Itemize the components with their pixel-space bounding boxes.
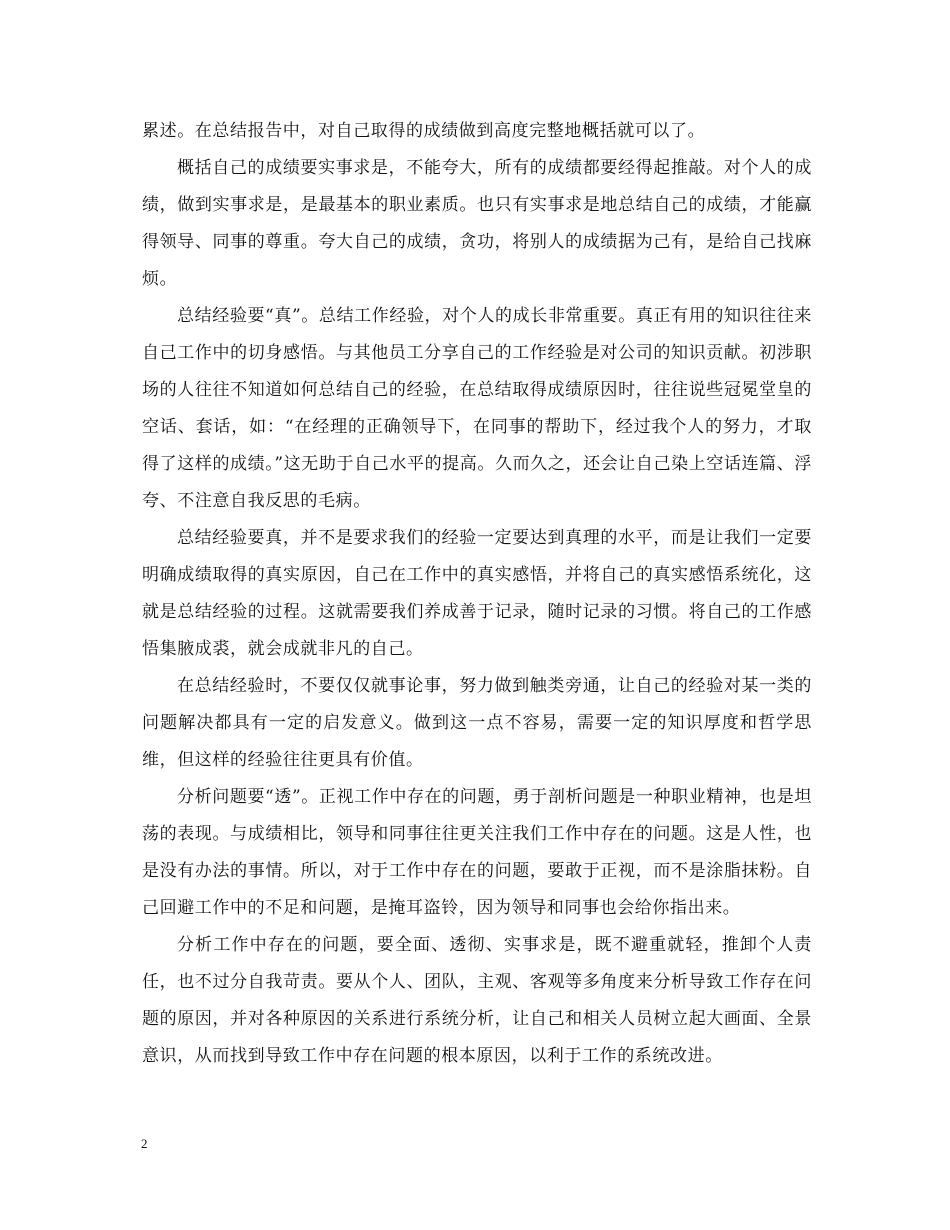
- body-text: [142, 113, 812, 1075]
- paragraph: 分析工作中存在的问题，要全面、透彻、实事求是，既不避重就轻，推卸个人责任，也不过分自我苛责。要从个人、团队，主观、客观等多角度来分析导致工作存在问题的原因，并对各种原因的关系进行系统分析，让自己和相关人员树立起大画面、全景意识，从而找到导致工作中存在问题的根本原因，以利于工作的系统改进。: [142, 935, 812, 1066]
- paragraph: 总结经验要真，并不是要求我们的经验一定要达到真理的水平，而是让我们一定要明确成绩取得的真实原因，自己在工作中的真实感悟，并将自己的真实感悟系统化，这就是总结经验的过程。这就需要我们养成善于记录，随时记录的习惯。将自己的工作感悟集腋成裘，就会成就非凡的自己。: [142, 528, 812, 659]
- paragraph: 总结经验要“真”。总结工作经验，对个人的成长非常重要。真正有用的知识往往来自己工作中的切身感悟。与其他员工分享自己的工作经验是对公司的知识贡献。初涉职场的人往往不知道如何总结自己的经验，在总结取得成绩原因时，往往说些冠冕堂皇的空话、套话，如：“在经理的正确领导下，在同事的帮助下，经过我个人的努力，才取得了这样的成绩。”这无助于自己水平的提高。久而久之，还会让自己染上空话连篇、浮夸、不注意自我反思的毛病。: [142, 306, 812, 511]
- paragraph: 分析问题要“透”。正视工作中存在的问题，勇于剖析问题是一种职业精神，也是坦荡的表现。与成绩相比，领导和同事往往更关注我们工作中存在的问题。这是人性，也是没有办法的事情。所以，对于工作中存在的问题，要敢于正视，而不是涂脂抹粉。自己回避工作中的不足和问题，是掩耳盗铃，因为领导和同事也会给你指出来。: [142, 787, 812, 918]
- page-number: 2: [141, 1136, 148, 1151]
- paragraph: 在总结经验时，不要仅仅就事论事，努力做到触类旁通，让自己的经验对某一类的问题解决都具有一定的启发意义。做到这一点不容易，需要一定的知识厚度和哲学思维，但这样的经验往往更具有价值。: [142, 676, 812, 770]
- paragraph-continuation: 累述。在总结报告中，对自己取得的成绩做到高度完整地概括就可以了。: [142, 121, 706, 141]
- paragraph: 概括自己的成绩要实事求是，不能夸大，所有的成绩都要经得起推敲。对个人的成绩，做到实事求是，是最基本的职业素质。也只有实事求是地总结自己的成绩，才能赢得领导、同事的尊重。夸大自己的成绩，贪功，将别人的成绩据为己有，是给自己找麻烦。: [142, 158, 812, 289]
